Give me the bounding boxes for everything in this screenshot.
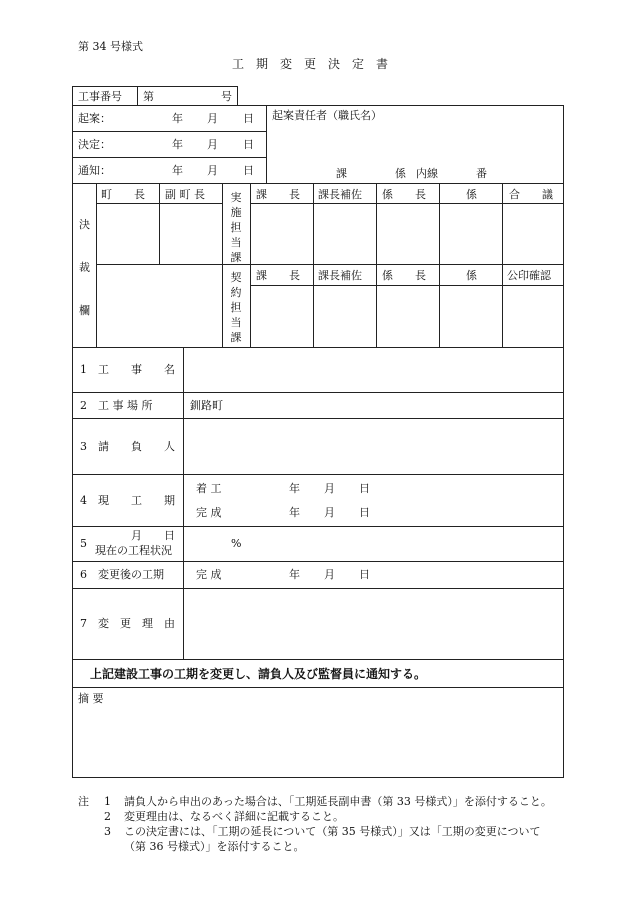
row2-kacho-hosa: 課長補佐 xyxy=(318,269,362,282)
chakko-gatsu: 月 xyxy=(324,482,335,495)
item5-percent: % xyxy=(231,537,242,550)
rule xyxy=(502,183,503,347)
kian-nen: 年 xyxy=(172,112,183,125)
keiyaku-tanto-label: 契約担当課 xyxy=(230,271,242,344)
row2-kacho: 課 長 xyxy=(256,269,300,282)
rule xyxy=(250,203,564,204)
rule xyxy=(376,183,377,347)
item2-label: 2 工 事 場 所 xyxy=(80,399,153,412)
kessai-side-2: 裁 xyxy=(79,261,90,274)
note3-cont: （第 36 号様式）」を添付すること。 xyxy=(124,840,305,853)
row1-kacho: 課 長 xyxy=(256,188,300,201)
cho-header: 町 長 xyxy=(101,188,145,201)
frame-bottom xyxy=(72,777,564,778)
item3-label: 3 請 負 人 xyxy=(80,440,175,453)
row1-kakari: 係 xyxy=(466,188,477,201)
chakko-nen: 年 xyxy=(289,482,300,495)
kian-sekininsha-label: 起案責任者（職氏名） xyxy=(272,109,382,122)
row1-kakaricho: 係 長 xyxy=(382,188,426,201)
kian-nichi: 日 xyxy=(243,112,254,125)
naisen-label: 内線 xyxy=(416,167,438,180)
rule xyxy=(237,86,238,105)
chakko-nichi: 日 xyxy=(359,482,370,495)
notes-label: 注 xyxy=(78,795,89,808)
kian-label: 起案： xyxy=(78,112,111,125)
item6-nichi: 日 xyxy=(359,568,370,581)
item5-label: 現在の工程状況 xyxy=(95,544,172,557)
item6-label: 6 変更後の工期 xyxy=(80,568,164,581)
kansei-nichi: 日 xyxy=(359,506,370,519)
rule xyxy=(72,687,564,688)
rule xyxy=(439,183,440,347)
koji-bango-label: 工事番号 xyxy=(78,90,122,103)
note3-num: 3 xyxy=(104,825,111,838)
rule xyxy=(72,418,564,419)
item1-label: 1 工 事 名 xyxy=(80,363,175,376)
rule xyxy=(72,86,238,87)
kessai-side-1: 決 xyxy=(79,218,90,231)
chakko-label: 着 工 xyxy=(196,482,222,495)
rule xyxy=(96,183,97,347)
rule xyxy=(222,183,223,347)
kettei-label: 決定： xyxy=(78,138,111,151)
item5-num: 5 xyxy=(80,537,87,550)
rule xyxy=(72,392,564,393)
rule xyxy=(72,659,564,660)
note1-text: 請負人から申出のあった場合は、「工期延長副申書（第 33 号様式）」を添付すること。 xyxy=(124,795,552,808)
koji-bango-dai: 第 xyxy=(143,90,154,103)
note1-num: 1 xyxy=(104,795,111,808)
rule xyxy=(266,105,267,183)
rule xyxy=(250,285,564,286)
note2-text: 変更理由は、なるべく詳細に記載すること。 xyxy=(124,810,344,823)
rule xyxy=(250,183,251,347)
item6-kansei: 完 成 xyxy=(196,568,222,581)
kansei-label: 完 成 xyxy=(196,506,222,519)
rule xyxy=(96,203,223,204)
kian-gatsu: 月 xyxy=(207,112,218,125)
rule xyxy=(72,588,564,589)
rule xyxy=(72,105,564,106)
rule xyxy=(72,183,564,184)
item5-date: 月 日 xyxy=(131,529,175,542)
tsuchi-nen: 年 xyxy=(172,164,183,177)
kettei-nichi: 日 xyxy=(243,138,254,151)
kansei-gatsu: 月 xyxy=(324,506,335,519)
ban-label: 番 xyxy=(476,167,487,180)
tsuchi-nichi: 日 xyxy=(243,164,254,177)
frame-left xyxy=(72,105,73,777)
notice-text: 上記建設工事の工期を変更し、請負人及び監督員に通知する。 xyxy=(90,667,427,681)
row1-gogi: 合 議 xyxy=(509,188,553,201)
rule xyxy=(159,183,160,264)
ka-label: 課 xyxy=(336,167,347,180)
row1-kacho-hosa: 課長補佐 xyxy=(318,188,362,201)
form-number: 第 34 号様式 xyxy=(78,40,143,53)
item2-value: 釧路町 xyxy=(190,399,223,412)
kakari-label: 係 xyxy=(395,167,406,180)
rule xyxy=(72,474,564,475)
kettei-nen: 年 xyxy=(172,138,183,151)
item6-nen: 年 xyxy=(289,568,300,581)
tsuchi-label: 通知： xyxy=(78,164,111,177)
rule xyxy=(137,86,138,105)
rule xyxy=(72,157,267,158)
rule xyxy=(72,86,73,105)
note2-num: 2 xyxy=(104,810,111,823)
rule xyxy=(96,264,564,265)
rule xyxy=(313,183,314,347)
koji-bango-go: 号 xyxy=(221,90,232,103)
frame-right xyxy=(563,105,564,777)
form-title: 工 期 変 更 決 定 書 xyxy=(232,57,389,71)
row2-koin-kakunin: 公印確認 xyxy=(507,269,551,282)
tsuchi-gatsu: 月 xyxy=(207,164,218,177)
note3-text: この決定書には、「工期の延長について（第 35 号様式）」又は「工期の変更について xyxy=(124,825,541,838)
rule xyxy=(72,526,564,527)
rule xyxy=(72,131,267,132)
jisshi-tanto-label: 実施担当課 xyxy=(230,191,242,264)
item7-label: 7 変 更 理 由 xyxy=(80,617,175,630)
kessai-side-3: 欄 xyxy=(79,304,90,317)
kansei-nen: 年 xyxy=(289,506,300,519)
kettei-gatsu: 月 xyxy=(207,138,218,151)
item4-label: 4 現 工 期 xyxy=(80,494,175,507)
rule xyxy=(72,561,564,562)
tekiyo-label: 摘 要 xyxy=(78,692,104,705)
item6-gatsu: 月 xyxy=(324,568,335,581)
fukucho-header: 副 町 長 xyxy=(165,188,205,201)
rule xyxy=(72,347,564,348)
row2-kakaricho: 係 長 xyxy=(382,269,426,282)
row2-kakari: 係 xyxy=(466,269,477,282)
rule xyxy=(183,347,184,659)
